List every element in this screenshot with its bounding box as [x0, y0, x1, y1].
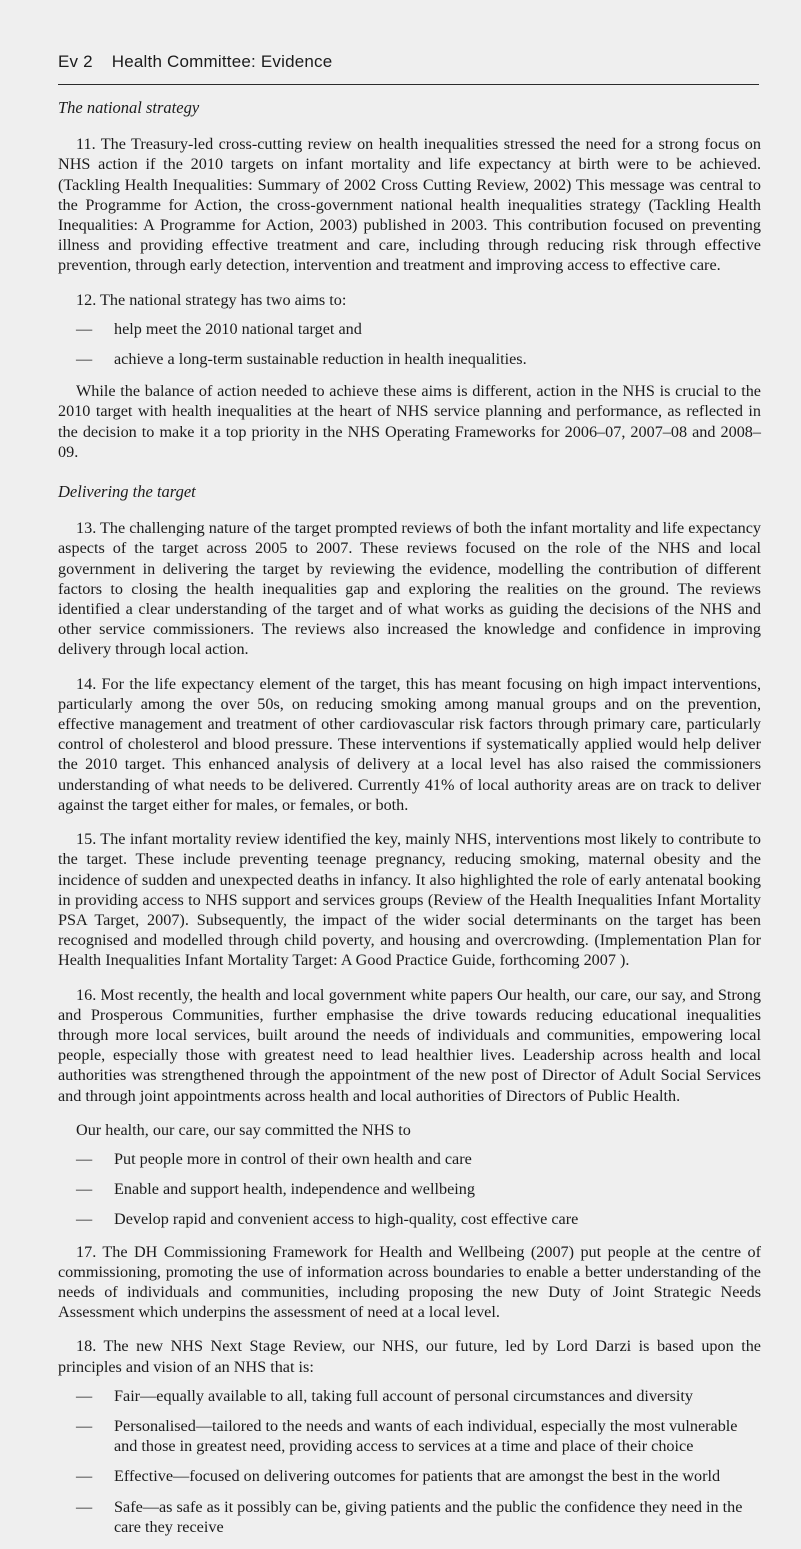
list-item — [58, 1179, 761, 1199]
list-item — [58, 1386, 761, 1406]
paragraph-13: 13. The challenging nature of the target prompted reviews of both the infant mortality and life expectancy aspects of the target across 2005 to 2007. These reviews focused on the role of the NHS and local government in delivering the target by reviewing the evidence, modelling the contribution of different factors to closing the health inequalities gap and exploring the realities on the ground. The reviews identified a clear understanding of the target and of what works as guiding the decisions of the NHS and other service commissioners. The reviews also increased the knowledge and confidence in improving delivery through local action. — [58, 519, 761, 659]
list-item-text: Develop rapid and convenient access to high-quality, cost effective care — [114, 1210, 579, 1229]
header-rule — [58, 84, 759, 85]
dash-marker: — — [76, 1180, 93, 1199]
section-heading-national-strategy: The national strategy — [58, 98, 200, 117]
paragraph-17: 17. The DH Commissioning Framework for Health and Wellbeing (2007) put people at the centre of commissioning, promoting the use of information across boundaries to enable a better understanding of the needs of individuals and communities, including proposing the new Duty of Joint Strategic Needs Assessment which underpins the assessment of need at a local level. — [58, 1242, 761, 1322]
list-item — [58, 319, 761, 339]
commitments-list — [58, 1149, 761, 1230]
dash-marker: — — [76, 319, 93, 338]
paragraph-14: 14. For the life expectancy element of the target, this has meant focusing on high impact interventions, particularly among the over 50s, on reducing smoking among manual groups and on the prevention, effective management and treatment of other cardiovascular risk factors through primary care, particularly control of cholesterol and blood pressure. These interventions if systematically applied would help deliver the 2010 target. This enhanced analysis of delivery at a local level has also raised the commissioners understanding of what needs to be delivered. Currently 41% of local authority areas are on track to deliver against the target either for males, or females, or both. — [58, 674, 761, 814]
list-item — [58, 1416, 761, 1456]
paragraph-16: 16. Most recently, the health and local government white papers Our health, our care, our say, and Strong and Prosperous Communities, further emphasise the drive towards reducing educational inequalities through more local services, built around the needs of individuals and communities, empowering local people, especially those with greatest need to lead healthier lives. Leadership across health and local authorities was strengthened through the appointment of the new post of Director of Adult Social Services and through joint appointments across health and local authorities of Directors of Public Health. — [58, 985, 761, 1105]
paragraph-16-continued: Our health, our care, our say committed the NHS to — [76, 1120, 411, 1139]
list-item-text: achieve a long-term sustainable reduction in health inequalities. — [114, 350, 527, 369]
list-item-text: Personalised—tailored to the needs and wants of each individual, especially the most vulnerable and those in greatest need, providing access to services at a time and place of their choice — [114, 1416, 738, 1456]
list-item-text: Effective—focused on delivering outcomes for patients that are amongst the best in the world — [114, 1467, 721, 1486]
dash-marker: — — [76, 1149, 93, 1168]
dash-marker: — — [76, 1416, 93, 1435]
dash-marker: — — [76, 1386, 93, 1405]
list-item — [58, 1209, 761, 1229]
dash-marker: — — [76, 350, 93, 369]
list-item — [58, 349, 761, 369]
paragraph-11: 11. The Treasury-led cross-cutting review on health inequalities stressed the need for a strong focus on NHS action if the 2010 targets on infant mortality and life expectancy at birth were to be achieved. (Tackling Health Inequalities: Summary of 2002 Cross Cutting Review, 2002) This message was central to the Programme for Action, the cross-government national health inequalities strategy (Tackling Health Inequalities: A Programme for Action, 2003) published in 2003. This contribution focused on preventing illness and providing effective treatment and care, including through reducing risk through effective prevention, through early detection, intervention and treatment and improving access to effective care. — [58, 135, 761, 275]
paragraph-18: 18. The new NHS Next Stage Review, our NHS, our future, led by Lord Darzi is based upon the principles and vision of an NHS that is: — [58, 1337, 761, 1376]
evidence-number: Ev 2 — [58, 52, 93, 71]
paragraph-12: 12. The national strategy has two aims to: — [76, 290, 347, 309]
running-header — [58, 52, 332, 72]
list-item-text: help meet the 2010 national target and — [114, 319, 362, 338]
paragraph-15: 15. The infant mortality review identified the key, mainly NHS, interventions most likely to contribute to the target. These include preventing teenage pregnancy, reducing smoking, maternal obesity and the incidence of sudden and unexpected deaths in infancy. It also highlighted the role of early antenatal booking in providing access to NHS support and services groups (Review of the Health Inequalities Infant Mortality PSA Target, 2007). Subsequently, the impact of the wider social determinants on the target has been recognised and modelled through child poverty, and housing and overcrowding. (Implementation Plan for Health Inequalities Infant Mortality Target: A Good Practice Guide, forthcoming 2007 ). — [58, 830, 761, 970]
document-body — [58, 98, 761, 1549]
list-item-text: Fair—equally available to all, taking full account of personal circumstances and diversity — [114, 1386, 693, 1405]
dash-marker: — — [76, 1497, 93, 1516]
dash-marker: — — [76, 1467, 93, 1486]
aims-list — [58, 319, 761, 369]
principles-list — [58, 1386, 761, 1537]
list-item-text: Safe—as safe as it possibly can be, giving patients and the public the confidence they need in the care they receive — [114, 1497, 743, 1536]
header-title: Health Committee: Evidence — [111, 52, 333, 71]
dash-marker: — — [76, 1210, 93, 1229]
list-item — [58, 1497, 761, 1537]
paragraph-12-continued: While the balance of action needed to achieve these aims is different, action in the NHS is crucial to the 2010 target with health inequalities at the heart of NHS service planning and performance, as reflected in the decision to make it a top priority in the NHS Operating Frameworks for 2006–07, 2007–08 and 2008–09. — [58, 382, 761, 461]
list-item-text: Enable and support health, independence and wellbeing — [114, 1180, 475, 1199]
list-item-text: Put people more in control of their own health and care — [114, 1149, 472, 1168]
section-heading-delivering-target: Delivering the target — [58, 482, 196, 502]
list-item — [58, 1466, 761, 1486]
list-item — [58, 1149, 761, 1169]
